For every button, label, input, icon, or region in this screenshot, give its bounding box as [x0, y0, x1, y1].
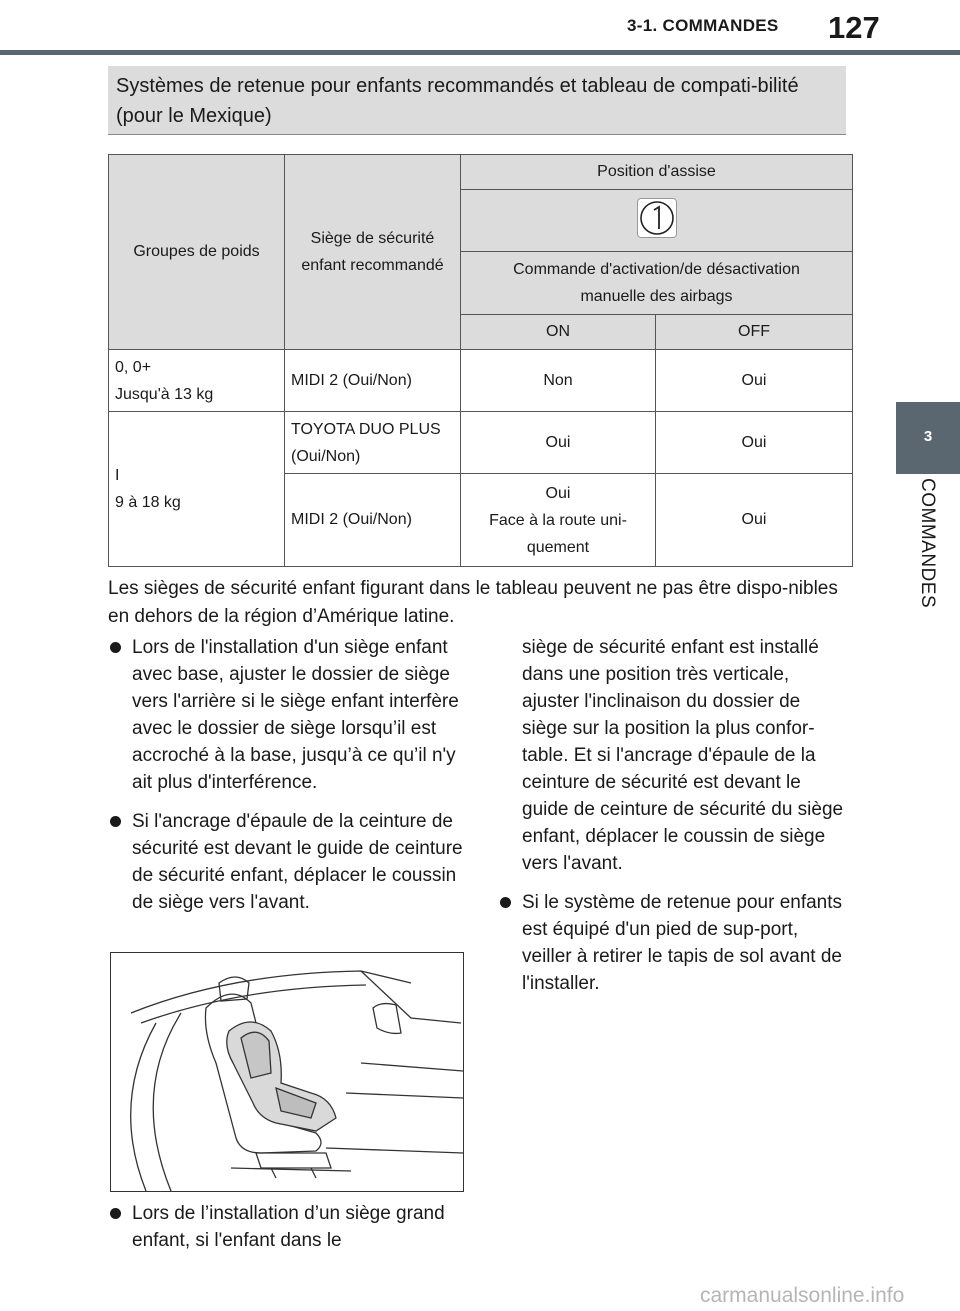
header-seating-position: Position d'assise	[461, 155, 853, 190]
header-off: OFF	[656, 315, 853, 350]
section-heading: Systèmes de retenue pour enfants recommandés et tableau de compati-bilité (pour le Mexique)	[116, 75, 799, 127]
list-item: Si le système de retenue pour enfants est équipé d'un pied de sup-port, veiller à retirer le tapis de sol avant de l'installer.	[498, 889, 850, 997]
header-rule	[0, 50, 960, 55]
bullet-icon	[110, 816, 121, 827]
row3-on: Oui Face à la route uni- quement	[461, 474, 656, 567]
bullet-icon	[110, 642, 121, 653]
row2-off: Oui	[656, 412, 853, 474]
header-recommended-seat: Siège de sécurité enfant recommandé	[285, 155, 461, 350]
chapter-label: COMMANDES	[917, 478, 938, 609]
header-weight-groups: Groupes de poids	[109, 155, 285, 350]
availability-note: Les sièges de sécurité enfant figurant dans le tableau peuvent ne pas être dispo-nibles en dehors de la région d’Amérique latine.	[108, 578, 838, 627]
bullet-icon	[110, 1208, 121, 1219]
row1-off: Oui	[656, 350, 853, 412]
car-seat-drawing-icon	[111, 953, 463, 1191]
header-on: ON	[461, 315, 656, 350]
row3-off: Oui	[656, 474, 853, 567]
list-item: Si l'ancrage d'épaule de la ceinture de sécurité est devant le guide de ceinture de sécurité enfant, déplacer le coussin de siège vers l'avant.	[108, 808, 463, 916]
list-item: Lors de l'installation d'un siège enfant avec base, ajuster le dossier de siège vers l'arrière si le siège enfant interfère avec le dossier de siège lorsqu’il est accroché à la base, jusqu’à ce qu’il n'y ait plus d'interférence.	[108, 634, 463, 796]
left-column	[108, 634, 463, 928]
watermark: carmanualsonline.info	[700, 1284, 905, 1307]
header-airbag-switch: Commande d'activation/de désactivation manuelle des airbags	[461, 252, 853, 315]
row3-seat: MIDI 2 (Oui/Non)	[285, 474, 461, 567]
section-heading-box	[108, 66, 846, 135]
row1-on: Non	[461, 350, 656, 412]
row2-on: Oui	[461, 412, 656, 474]
right-column	[498, 634, 850, 1009]
chapter-tab	[896, 402, 960, 474]
page-number: 127	[828, 10, 880, 45]
row2-seat: TOYOTA DUO PLUS (Oui/Non)	[285, 412, 461, 474]
list-item: Lors de l’installation d’un siège grand enfant, si l'enfant dans le	[108, 1200, 463, 1254]
row1-weight-group: 0, 0+ Jusqu'à 13 kg	[109, 350, 285, 412]
row2-weight-group: I 9 à 18 kg	[109, 412, 285, 567]
chapter-number: 3	[923, 428, 933, 445]
row1-seat: MIDI 2 (Oui/Non)	[285, 350, 461, 412]
section-title: 3-1. COMMANDES	[627, 16, 779, 35]
seat-1-icon	[637, 198, 677, 238]
bullet-icon	[500, 897, 511, 908]
continued-paragraph: siège de sécurité enfant est installé dans une position très verticale, ajuster l'inclinaison du dossier de siège sur la position la plus confor-table. Et si l'ancrage d'épaule de la ceinture de sécurité est devant le guide de ceinture de sécurité du siège enfant, déplacer le coussin de siège vers l'avant.	[522, 637, 844, 874]
child-seat-illustration	[110, 952, 464, 1192]
header-seat-icon-cell	[461, 190, 853, 252]
compatibility-table	[108, 154, 853, 567]
